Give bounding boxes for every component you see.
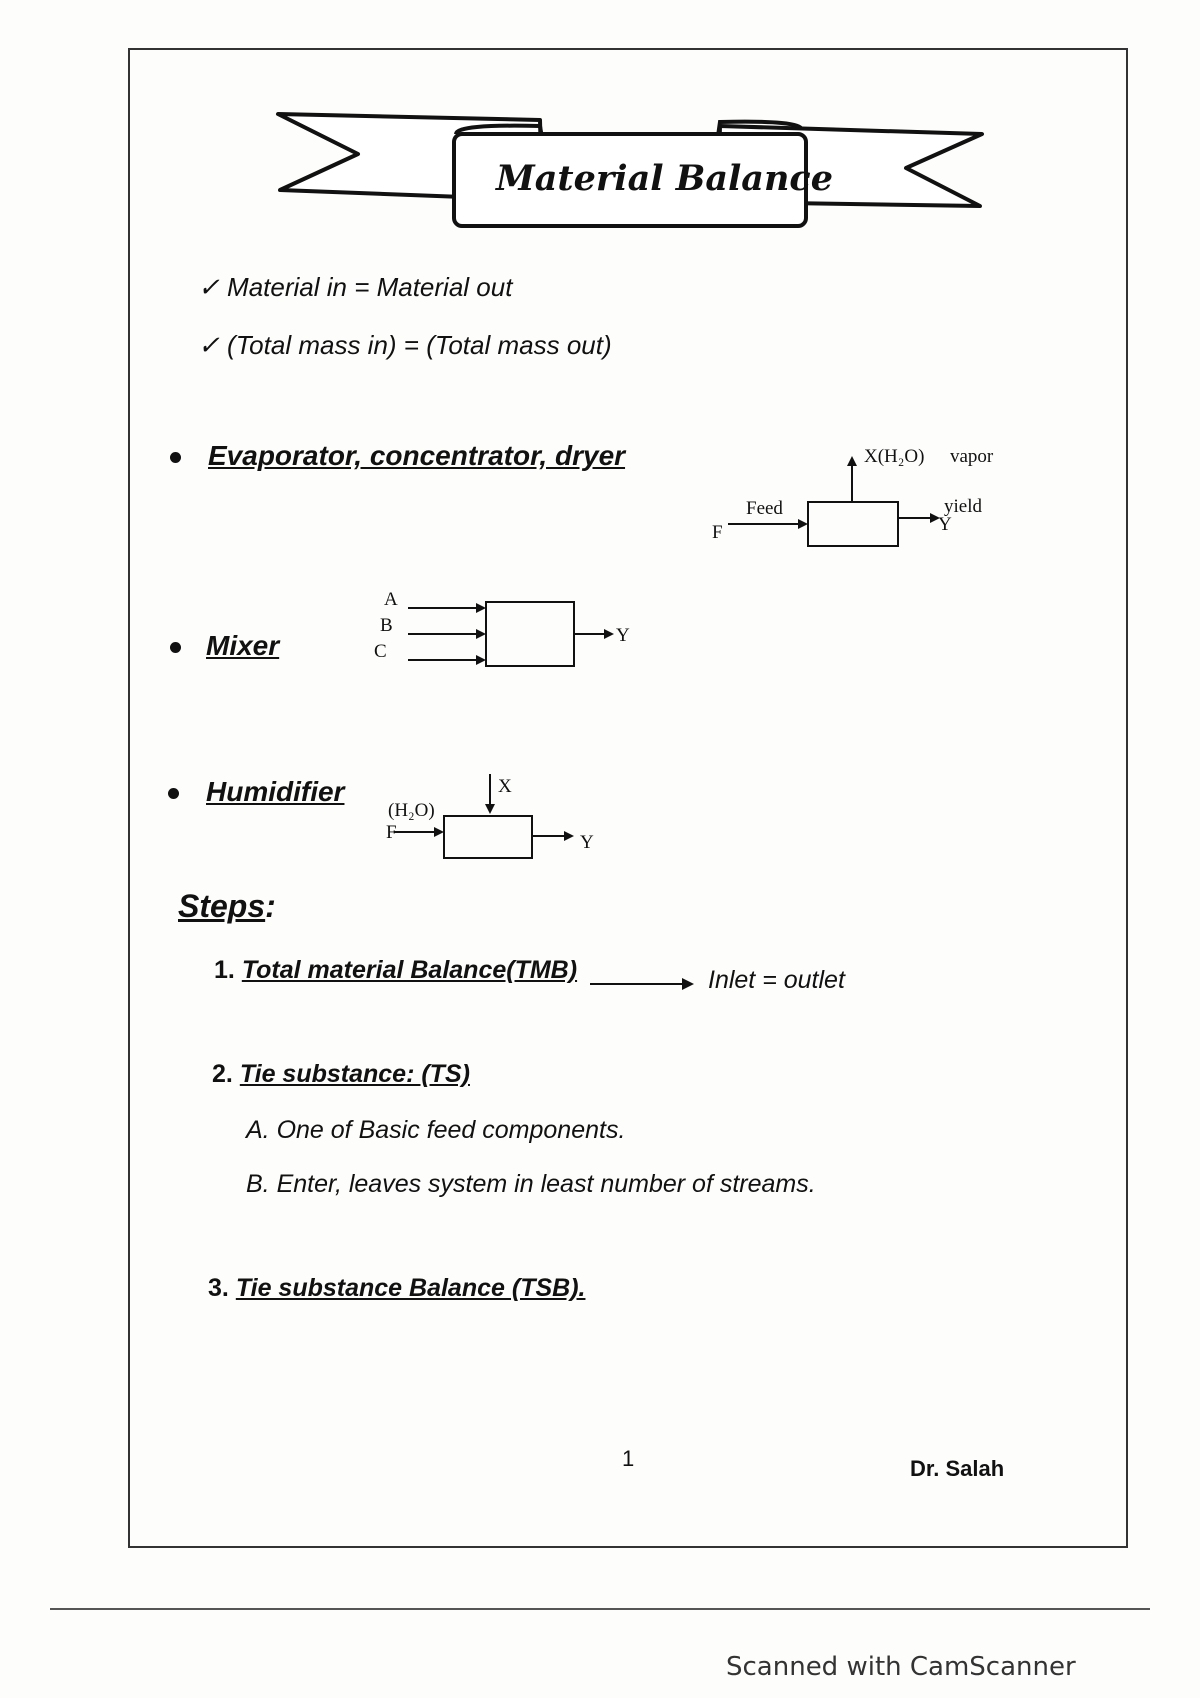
equipment-humidifier-label: Humidifier <box>206 776 345 807</box>
author-name: Dr. Salah <box>910 1456 1005 1481</box>
humidifier-inlet-var: F <box>386 822 397 843</box>
mixer-output: Y <box>616 625 630 646</box>
evaporator-yield-label: yield <box>944 496 982 517</box>
evaporator-yield-var: Y <box>938 514 952 535</box>
checkmark-icon: ✓ <box>198 330 220 360</box>
mixer-input-a: A <box>384 589 398 610</box>
evaporator-diagram <box>700 440 1020 560</box>
evaporator-feed-label: Feed <box>746 498 783 519</box>
steps-heading-colon: : <box>265 888 276 924</box>
humidifier-diagram <box>380 766 620 876</box>
substep-letter: B. <box>246 1170 270 1198</box>
substep-item <box>246 1170 816 1199</box>
evaporator-feed-var: F <box>712 522 723 543</box>
bullet-icon <box>170 642 181 653</box>
step-label: Tie substance Balance (TSB). <box>235 1274 586 1302</box>
step-label: Total material Balance(TMB) <box>241 956 578 984</box>
bullet-icon <box>170 452 181 463</box>
principle-item <box>198 330 612 361</box>
mixer-input-c: C <box>374 641 387 662</box>
principle-item <box>198 272 512 303</box>
humidifier-output: Y <box>580 832 594 853</box>
mixer-diagram <box>360 584 640 674</box>
page-number: 1 <box>622 1446 635 1471</box>
step-result: Inlet = outlet <box>708 966 845 994</box>
evaporator-vapor-label: vapor <box>950 446 994 467</box>
step-item <box>214 956 577 985</box>
equipment-evaporator-label: Evaporator, concentrator, dryer <box>208 440 626 471</box>
step-number: 2. <box>212 1060 233 1088</box>
humidifier-inlet-label: (H₂O) <box>388 800 435 821</box>
checkmark-icon: ✓ <box>198 272 220 302</box>
steps-heading-text: Steps <box>178 888 266 924</box>
substep-text: Enter, leaves system in least number of streams. <box>276 1170 816 1198</box>
equipment-mixer-label: Mixer <box>206 630 280 661</box>
step-number: 1. <box>214 956 235 984</box>
step-item <box>208 1274 585 1303</box>
substep-text: One of Basic feed components. <box>276 1116 626 1144</box>
humidifier-top-label: X <box>498 776 512 797</box>
page-title: Material Balance <box>496 158 834 199</box>
step-item <box>212 1060 470 1089</box>
step-label: Tie substance: (TS) <box>239 1060 470 1088</box>
evaporator-top-label: X(H₂O) <box>864 446 925 467</box>
substep-item <box>246 1116 625 1145</box>
camscanner-watermark: Scanned with CamScanner <box>726 1652 1076 1682</box>
scan-edge-line <box>50 1608 1150 1610</box>
substep-letter: A. <box>246 1116 270 1144</box>
steps-heading <box>178 888 276 925</box>
step-number: 3. <box>208 1274 229 1302</box>
bullet-icon <box>168 788 179 799</box>
arrow-icon <box>588 974 698 994</box>
mixer-input-b: B <box>380 615 393 636</box>
principle-text: (Total mass in) = (Total mass out) <box>227 330 612 360</box>
principle-text: Material in = Material out <box>227 272 513 302</box>
